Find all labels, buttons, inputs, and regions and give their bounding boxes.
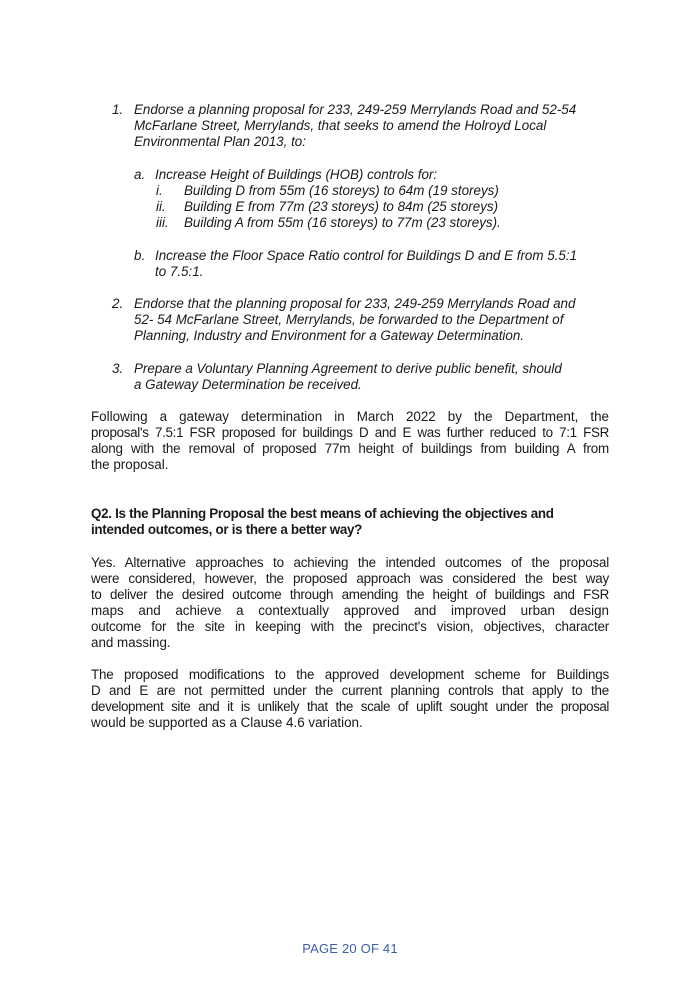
list-item-2-line-3: Planning, Industry and Environment for a Gateway Determination. (134, 328, 525, 343)
roman-numeral: i. (156, 183, 163, 198)
paragraph-line: along with the removal of proposed 77m height of buildings from building A from (91, 441, 609, 456)
sublist-b-line-1: Increase the Floor Space Ratio control for Buildings D and E from 5.5:1 (155, 248, 578, 263)
paragraph-line: The proposed modifications to the approved development scheme for Buildings (91, 667, 609, 682)
sublist-a-text: Increase Height of Buildings (HOB) controls for: (155, 167, 438, 182)
roman-item-text: Building D from 55m (16 storeys) to 64m (19 storeys) (184, 183, 499, 198)
sublist-letter: a. (134, 167, 146, 182)
section-heading: intended outcomes, or is there a better way? (91, 522, 363, 537)
roman-item-text: Building E from 77m (23 storeys) to 84m (25 storeys) (184, 199, 499, 214)
list-number: 3. (112, 361, 124, 376)
page-number: PAGE 20 OF 41 (302, 941, 398, 956)
paragraph-line: would be supported as a Clause 4.6 variation. (91, 715, 363, 730)
paragraph-line: outcome for the site in keeping with the precinct's vision, objectives, character (91, 619, 609, 634)
paragraph-line: were considered, however, the proposed approach was considered the best way (91, 571, 609, 586)
list-item-1-line-1: Endorse a planning proposal for 233, 249-259 Merrylands Road and 52-54 (134, 102, 577, 117)
paragraph-line: development site and it is unlikely that the scale of uplift sought under the proposal (91, 699, 609, 714)
list-number: 1. (112, 102, 124, 117)
list-item-1-line-2: McFarlane Street, Merrylands, that seeks to amend the Holroyd Local (134, 118, 547, 133)
list-item-2-line-2: 52- 54 McFarlane Street, Merrylands, be forwarded to the Department of (134, 312, 564, 327)
sublist-b-line-2: to 7.5:1. (155, 264, 204, 279)
roman-numeral: ii. (156, 199, 166, 214)
list-item-3-line-1: Prepare a Voluntary Planning Agreement to derive public benefit, should (134, 361, 562, 376)
paragraph-line: Yes. Alternative approaches to achieving the intended outcomes of the proposal (91, 555, 609, 570)
paragraph-line: maps and achieve a contextually approved and improved urban design (91, 603, 609, 618)
section-heading: Q2. Is the Planning Proposal the best means of achieving the objectives and (91, 506, 554, 521)
roman-numeral: iii. (156, 215, 169, 230)
roman-item-text: Building A from 55m (16 storeys) to 77m (23 storeys). (184, 215, 501, 230)
paragraph-line: proposal's 7.5:1 FSR proposed for buildings D and E was further reduced to 7:1 FSR (91, 425, 609, 440)
list-number: 2. (112, 296, 124, 311)
paragraph-line: D and E are not permitted under the current planning controls that apply to the (91, 683, 609, 698)
list-item-3-line-2: a Gateway Determination be received. (134, 377, 362, 392)
paragraph-line: the proposal. (91, 457, 169, 472)
paragraph-line: to deliver the desired outcome through amending the height of buildings and FSR (91, 587, 609, 602)
list-item-2-line-1: Endorse that the planning proposal for 233, 249-259 Merrylands Road and (134, 296, 576, 311)
sublist-letter: b. (134, 248, 146, 263)
paragraph-line: Following a gateway determination in March 2022 by the Department, the (91, 409, 609, 424)
list-item-1-line-3: Environmental Plan 2013, to: (134, 134, 306, 149)
paragraph-line: and massing. (91, 635, 171, 650)
